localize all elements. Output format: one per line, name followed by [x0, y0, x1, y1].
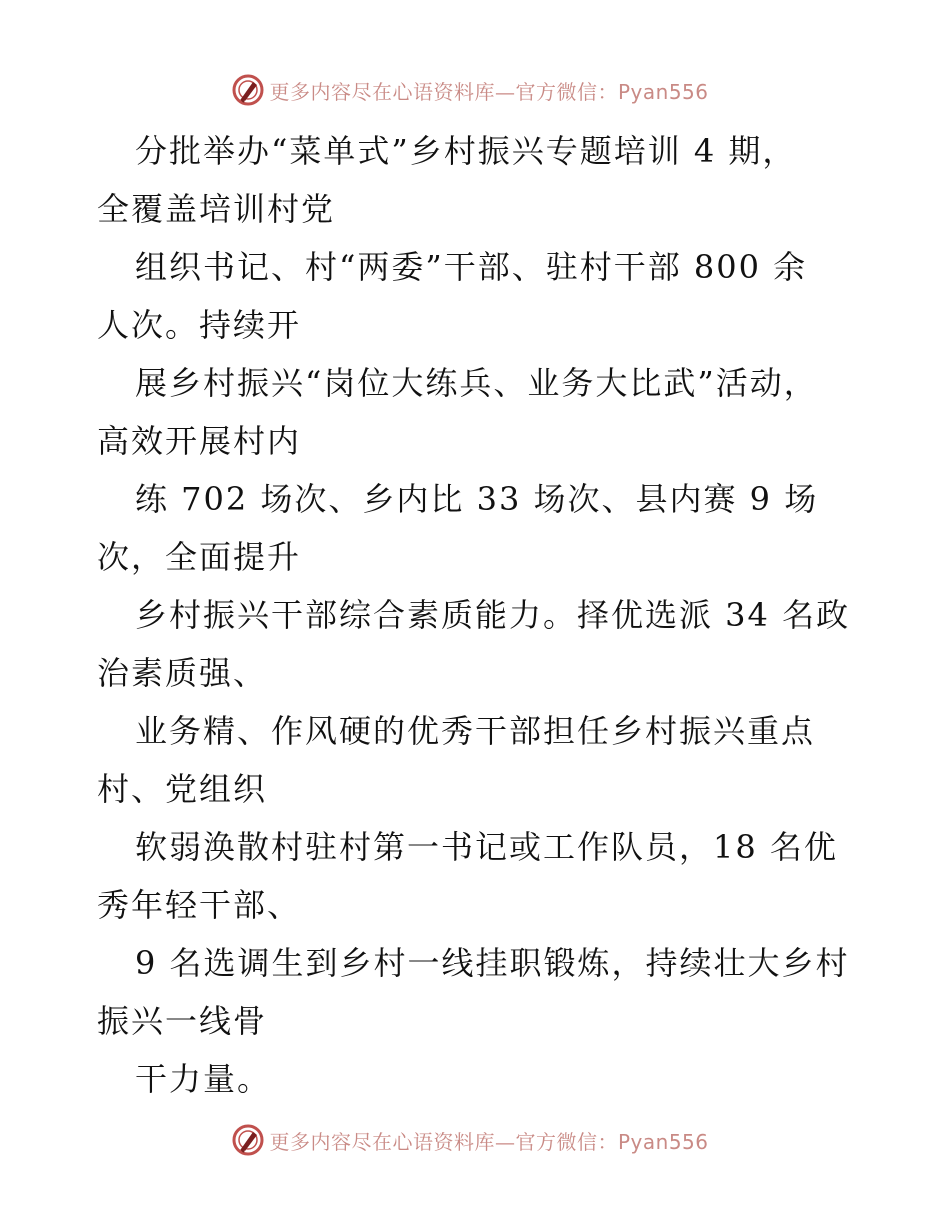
watermark-dash: — [494, 79, 516, 104]
watermark-text [269, 76, 708, 105]
text-line: 分批举办“菜单式”乡村振兴专题培训 4 期， [135, 132, 797, 170]
text-line: 乡村振兴干部综合素质能力。择优选派 34 名政 [135, 596, 851, 634]
text-line: 组织书记、村“两委”干部、驻村干部 800 余 [135, 248, 808, 286]
watermark-wechat-label: 官方微信： [515, 79, 618, 104]
watermark-footer-inner [231, 1123, 708, 1157]
text-line: 展乡村振兴“岗位大练兵、业务大比武”活动， [135, 364, 818, 402]
text-line: 业务精、作风硬的优秀干部担任乡村振兴重点 [135, 712, 816, 750]
text-line: 干力量。 [135, 1060, 272, 1098]
watermark-site-text: 更多内容尽在心语资料库 [269, 79, 495, 104]
text-line: 全覆盖培训村党 [97, 190, 336, 228]
watermark-wechat-id: Pyan556 [617, 1129, 709, 1154]
text-line: 高效开展村内 [97, 422, 302, 460]
text-line: 人次。持续开 [97, 306, 302, 344]
text-line: 9 名选调生到乡村一线挂职锻炼，持续壮大乡村 [135, 944, 850, 982]
text-line: 软弱涣散村驻村第一书记或工作队员，18 名优 [135, 828, 838, 866]
text-line: 练 702 场次、乡内比 33 场次、县内赛 9 场 [135, 480, 819, 518]
pen-nib-seal-icon [231, 73, 265, 107]
watermark-wechat-label: 官方微信： [515, 1129, 618, 1154]
text-line: 治素质强、 [97, 654, 268, 692]
text-line: 次，全面提升 [97, 538, 302, 576]
watermark-text [269, 1126, 708, 1155]
watermark-header-inner [231, 73, 708, 107]
text-line: 秀年轻干部、 [97, 886, 302, 924]
text-line: 村、党组织 [97, 770, 268, 808]
document-body [97, 122, 887, 1108]
pen-nib-seal-icon [231, 1123, 265, 1157]
watermark-header [0, 70, 950, 110]
watermark-dash: — [494, 1129, 516, 1154]
watermark-site-text: 更多内容尽在心语资料库 [269, 1129, 495, 1154]
watermark-wechat-id: Pyan556 [617, 79, 709, 104]
watermark-footer [0, 1120, 950, 1160]
text-line: 振兴一线骨 [97, 1002, 268, 1040]
